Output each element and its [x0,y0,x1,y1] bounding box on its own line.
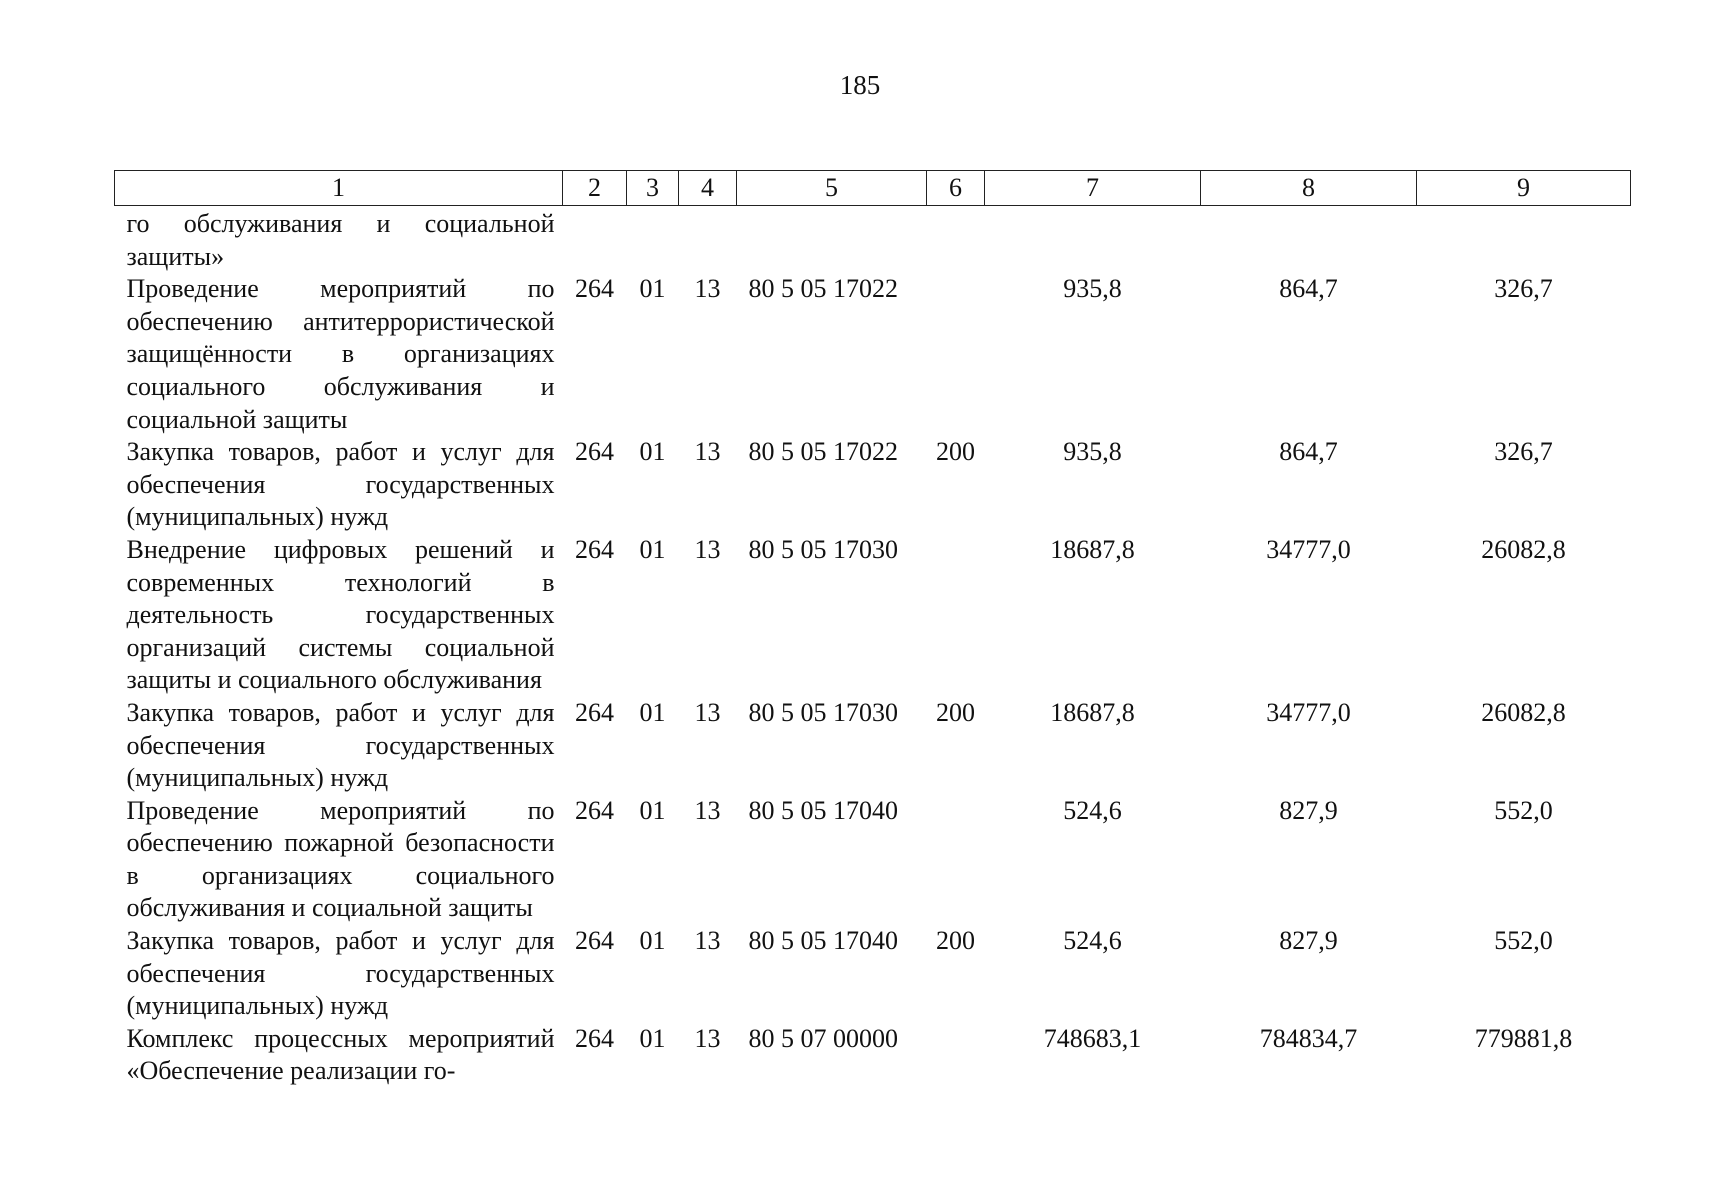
page-number: 185 [839,70,881,100]
table-row [115,534,1631,697]
value-cell: 748683,1 [1043,1023,1142,1053]
table-row [115,795,1631,925]
code-cell: 80 5 05 17040 [748,795,898,825]
code-cell: 01 [639,534,666,564]
code-cell: 01 [639,697,666,727]
value-cell: 326,7 [1494,274,1553,304]
row-name: Закупка товаров, работ и услуг для обеспечения государственных (муниципальных) нужд [126,697,555,793]
row-name: Внедрение цифровых решений и современных технологий в деятельность государственных организаций системы социальной защиты и социального обслуживания [126,534,555,695]
code-cell: 264 [575,697,614,727]
value-cell: 18687,8 [1050,697,1135,727]
value-cell: 34777,0 [1266,697,1351,727]
code-cell [563,206,627,274]
table-row [115,1023,1631,1088]
value-cell [1417,206,1631,274]
code-cell: 264 [575,795,614,825]
value-cell: 524,6 [1063,795,1122,825]
code-cell: 264 [575,274,614,304]
value-cell: 935,8 [1063,274,1122,304]
value-cell: 935,8 [1063,437,1122,467]
code-cell: 01 [639,1023,666,1053]
code-cell: 200 [936,926,975,956]
code-cell: 80 5 05 17022 [748,274,898,304]
code-cell: 13 [694,274,721,304]
row-name: го обслуживания и социальной защиты» [126,209,555,271]
value-cell: 864,7 [1279,274,1338,304]
code-cell: 80 5 05 17030 [748,697,898,727]
column-header: 7 [985,171,1201,206]
code-cell [679,206,737,274]
table-row [115,697,1631,795]
code-cell: 80 5 05 17022 [748,437,898,467]
code-cell: 13 [694,437,721,467]
code-cell: 264 [575,534,614,564]
value-cell: 784834,7 [1259,1023,1358,1053]
row-name: Закупка товаров, работ и услуг для обеспечения государственных (муниципальных) нужд [126,926,555,1021]
code-cell: 80 5 07 00000 [748,1023,898,1053]
code-cell: 01 [639,795,666,825]
column-header: 3 [627,171,679,206]
code-cell: 13 [694,1023,721,1053]
column-header: 1 [115,171,563,206]
value-cell: 26082,8 [1481,697,1566,727]
header-row [115,171,1631,206]
value-cell [1201,206,1417,274]
table-row [115,206,1631,274]
value-cell: 827,9 [1279,795,1338,825]
code-cell [927,1023,985,1088]
value-cell: 864,7 [1279,437,1338,467]
code-cell: 13 [694,697,721,727]
code-cell [927,273,985,436]
row-name: Проведение мероприятий по обеспечению пожарной безопасности в организациях социального обслуживания и социальной защиты [126,795,555,923]
code-cell: 01 [639,926,666,956]
row-name: Проведение мероприятий по обеспечению антитеррористической защищённости в организациях социального обслуживания и социальной защиты [126,274,555,434]
code-cell [927,534,985,697]
code-cell: 13 [694,795,721,825]
code-cell: 264 [575,437,614,467]
code-cell: 13 [694,534,721,564]
value-cell: 552,0 [1494,926,1553,956]
code-cell: 264 [575,1023,614,1053]
value-cell: 34777,0 [1266,534,1351,564]
value-cell [985,206,1201,274]
column-header: 2 [563,171,627,206]
value-cell: 18687,8 [1050,534,1135,564]
column-header: 4 [679,171,737,206]
code-cell [927,795,985,925]
column-header: 5 [737,171,927,206]
code-cell [627,206,679,274]
code-cell: 264 [575,926,614,956]
table-row [115,436,1631,534]
code-cell: 200 [936,437,975,467]
value-cell: 827,9 [1279,926,1338,956]
code-cell [927,206,985,274]
row-name: Комплекс процессных мероприятий «Обеспечение реализации го- [126,1023,555,1086]
code-cell [737,206,927,274]
table-row [115,925,1631,1023]
budget-table [114,170,1631,1088]
code-cell: 80 5 05 17030 [748,534,898,564]
code-cell: 200 [936,697,975,727]
column-header: 6 [927,171,985,206]
code-cell: 13 [694,926,721,956]
column-header: 9 [1417,171,1631,206]
row-name: Закупка товаров, работ и услуг для обеспечения государственных (муниципальных) нужд [126,437,555,532]
value-cell: 326,7 [1494,437,1553,467]
value-cell: 26082,8 [1481,534,1566,564]
code-cell: 80 5 05 17040 [748,926,898,956]
code-cell: 01 [639,274,666,304]
code-cell: 01 [639,437,666,467]
column-header: 8 [1201,171,1417,206]
value-cell: 524,6 [1063,926,1122,956]
table-row [115,273,1631,436]
value-cell: 779881,8 [1474,1023,1573,1053]
value-cell: 552,0 [1494,795,1553,825]
